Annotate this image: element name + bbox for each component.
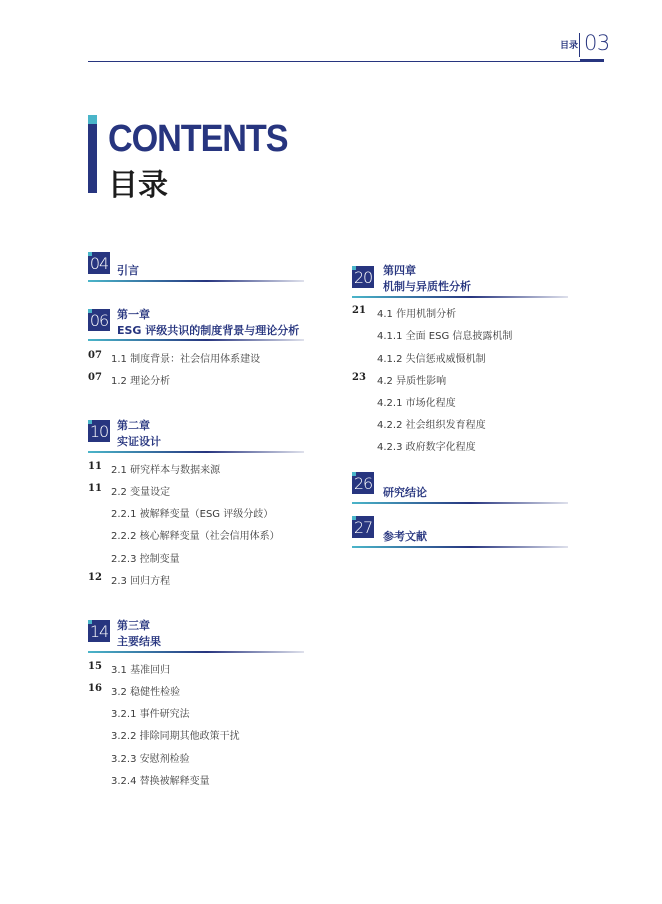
header-page-number: 03	[584, 31, 610, 55]
toc-conclusion-title[interactable]: 研究结论	[383, 486, 427, 499]
toc-entry-page: 23	[352, 372, 366, 383]
toc-ch4-title[interactable]: 机制与异质性分析	[383, 280, 471, 293]
toc-ch3-label[interactable]: 第三章	[117, 619, 150, 632]
header-separator	[579, 33, 580, 57]
toc-entry-4-1-1[interactable]: 4.1.1 全面 ESG 信息披露机制	[377, 331, 513, 342]
toc-ch1-page-box[interactable]	[88, 309, 110, 331]
contents-title-zh: 目录	[108, 168, 168, 203]
title-accent-bar	[88, 115, 97, 193]
header-accent-bar	[580, 59, 604, 62]
toc-entry-4-1[interactable]: 4.1 作用机制分析	[377, 309, 457, 320]
toc-intro-page: 04	[89, 254, 109, 273]
toc-conclusion-rule	[352, 502, 568, 504]
toc-entry-3-2-4[interactable]: 3.2.4 替换被解释变量	[111, 776, 210, 787]
toc-ch2-page: 10	[89, 422, 109, 441]
toc-entry-page: 07	[88, 350, 102, 361]
header-rule	[88, 61, 604, 62]
toc-references-rule	[352, 546, 568, 548]
toc-entry-3-2-3[interactable]: 3.2.3 安慰剂检验	[111, 754, 190, 765]
toc-entry-4-1-2[interactable]: 4.1.2 失信惩戒威慑机制	[377, 354, 486, 365]
toc-ch4-label[interactable]: 第四章	[383, 264, 416, 277]
toc-entry-page: 07	[88, 372, 102, 383]
toc-entry-3-1[interactable]: 3.1 基准回归	[111, 665, 171, 676]
toc-entry-4-2-2[interactable]: 4.2.2 社会组织发育程度	[377, 420, 486, 431]
toc-entry-4-2[interactable]: 4.2 异质性影响	[377, 376, 447, 387]
toc-entry-page: 21	[352, 305, 366, 316]
toc-ch3-rule	[88, 651, 304, 653]
toc-ch3-page-box[interactable]	[88, 620, 110, 642]
toc-entry-page: 11	[88, 483, 102, 494]
toc-entry-2-2-3[interactable]: 2.2.3 控制变量	[111, 554, 180, 565]
toc-ch1-rule	[88, 339, 304, 341]
toc-ch4-rule	[352, 296, 568, 298]
toc-entry-page: 12	[88, 572, 102, 583]
toc-ch3-title[interactable]: 主要结果	[117, 635, 161, 648]
toc-intro-title[interactable]: 引言	[117, 264, 139, 277]
toc-references-page-box[interactable]	[352, 516, 374, 538]
toc-entry-4-2-3[interactable]: 4.2.3 政府数字化程度	[377, 442, 476, 453]
toc-entry-3-2[interactable]: 3.2 稳健性检验	[111, 687, 181, 698]
title-accent-cap	[88, 115, 97, 124]
toc-entry-1-1[interactable]: 1.1 制度背景：社会信用体系建设	[111, 354, 261, 365]
toc-ch2-page-box[interactable]	[88, 420, 110, 442]
toc-ch4-page: 20	[353, 268, 373, 287]
toc-conclusion-page: 26	[353, 474, 373, 493]
toc-entry-page: 16	[88, 683, 102, 694]
toc-intro-rule	[88, 280, 304, 282]
header-section-label: 目录	[560, 41, 579, 51]
toc-intro-page-box[interactable]	[88, 252, 110, 274]
toc-entry-page: 11	[88, 461, 102, 472]
toc-references-title[interactable]: 参考文献	[383, 530, 427, 543]
toc-entry-2-2-1[interactable]: 2.2.1 被解释变量（ESG 评级分歧）	[111, 509, 274, 520]
toc-ch3-page: 14	[89, 622, 109, 641]
toc-ch2-rule	[88, 451, 304, 453]
toc-ch4-page-box[interactable]	[352, 266, 374, 288]
toc-entry-3-2-2[interactable]: 3.2.2 排除同期其他政策干扰	[111, 731, 240, 742]
toc-ch1-label[interactable]: 第一章	[117, 308, 150, 321]
toc-ch1-title[interactable]: ESG 评级共识的制度背景与理论分析	[117, 324, 300, 337]
toc-entry-4-2-1[interactable]: 4.2.1 市场化程度	[377, 398, 456, 409]
toc-entry-2-3[interactable]: 2.3 回归方程	[111, 576, 171, 587]
toc-ch2-label[interactable]: 第二章	[117, 419, 150, 432]
toc-ch2-title[interactable]: 实证设计	[117, 435, 161, 448]
toc-entry-2-2[interactable]: 2.2 变量设定	[111, 487, 171, 498]
toc-ch1-page: 06	[89, 311, 109, 330]
toc-entry-page: 15	[88, 661, 102, 672]
toc-conclusion-page-box[interactable]	[352, 472, 374, 494]
toc-entry-1-2[interactable]: 1.2 理论分析	[111, 376, 171, 387]
toc-entry-2-1[interactable]: 2.1 研究样本与数据来源	[111, 465, 221, 476]
toc-entry-2-2-2[interactable]: 2.2.2 核心解释变量（社会信用体系）	[111, 531, 280, 542]
toc-references-page: 27	[353, 518, 373, 537]
contents-title-en: CONTENTS	[108, 118, 288, 160]
toc-entry-3-2-1[interactable]: 3.2.1 事件研究法	[111, 709, 190, 720]
